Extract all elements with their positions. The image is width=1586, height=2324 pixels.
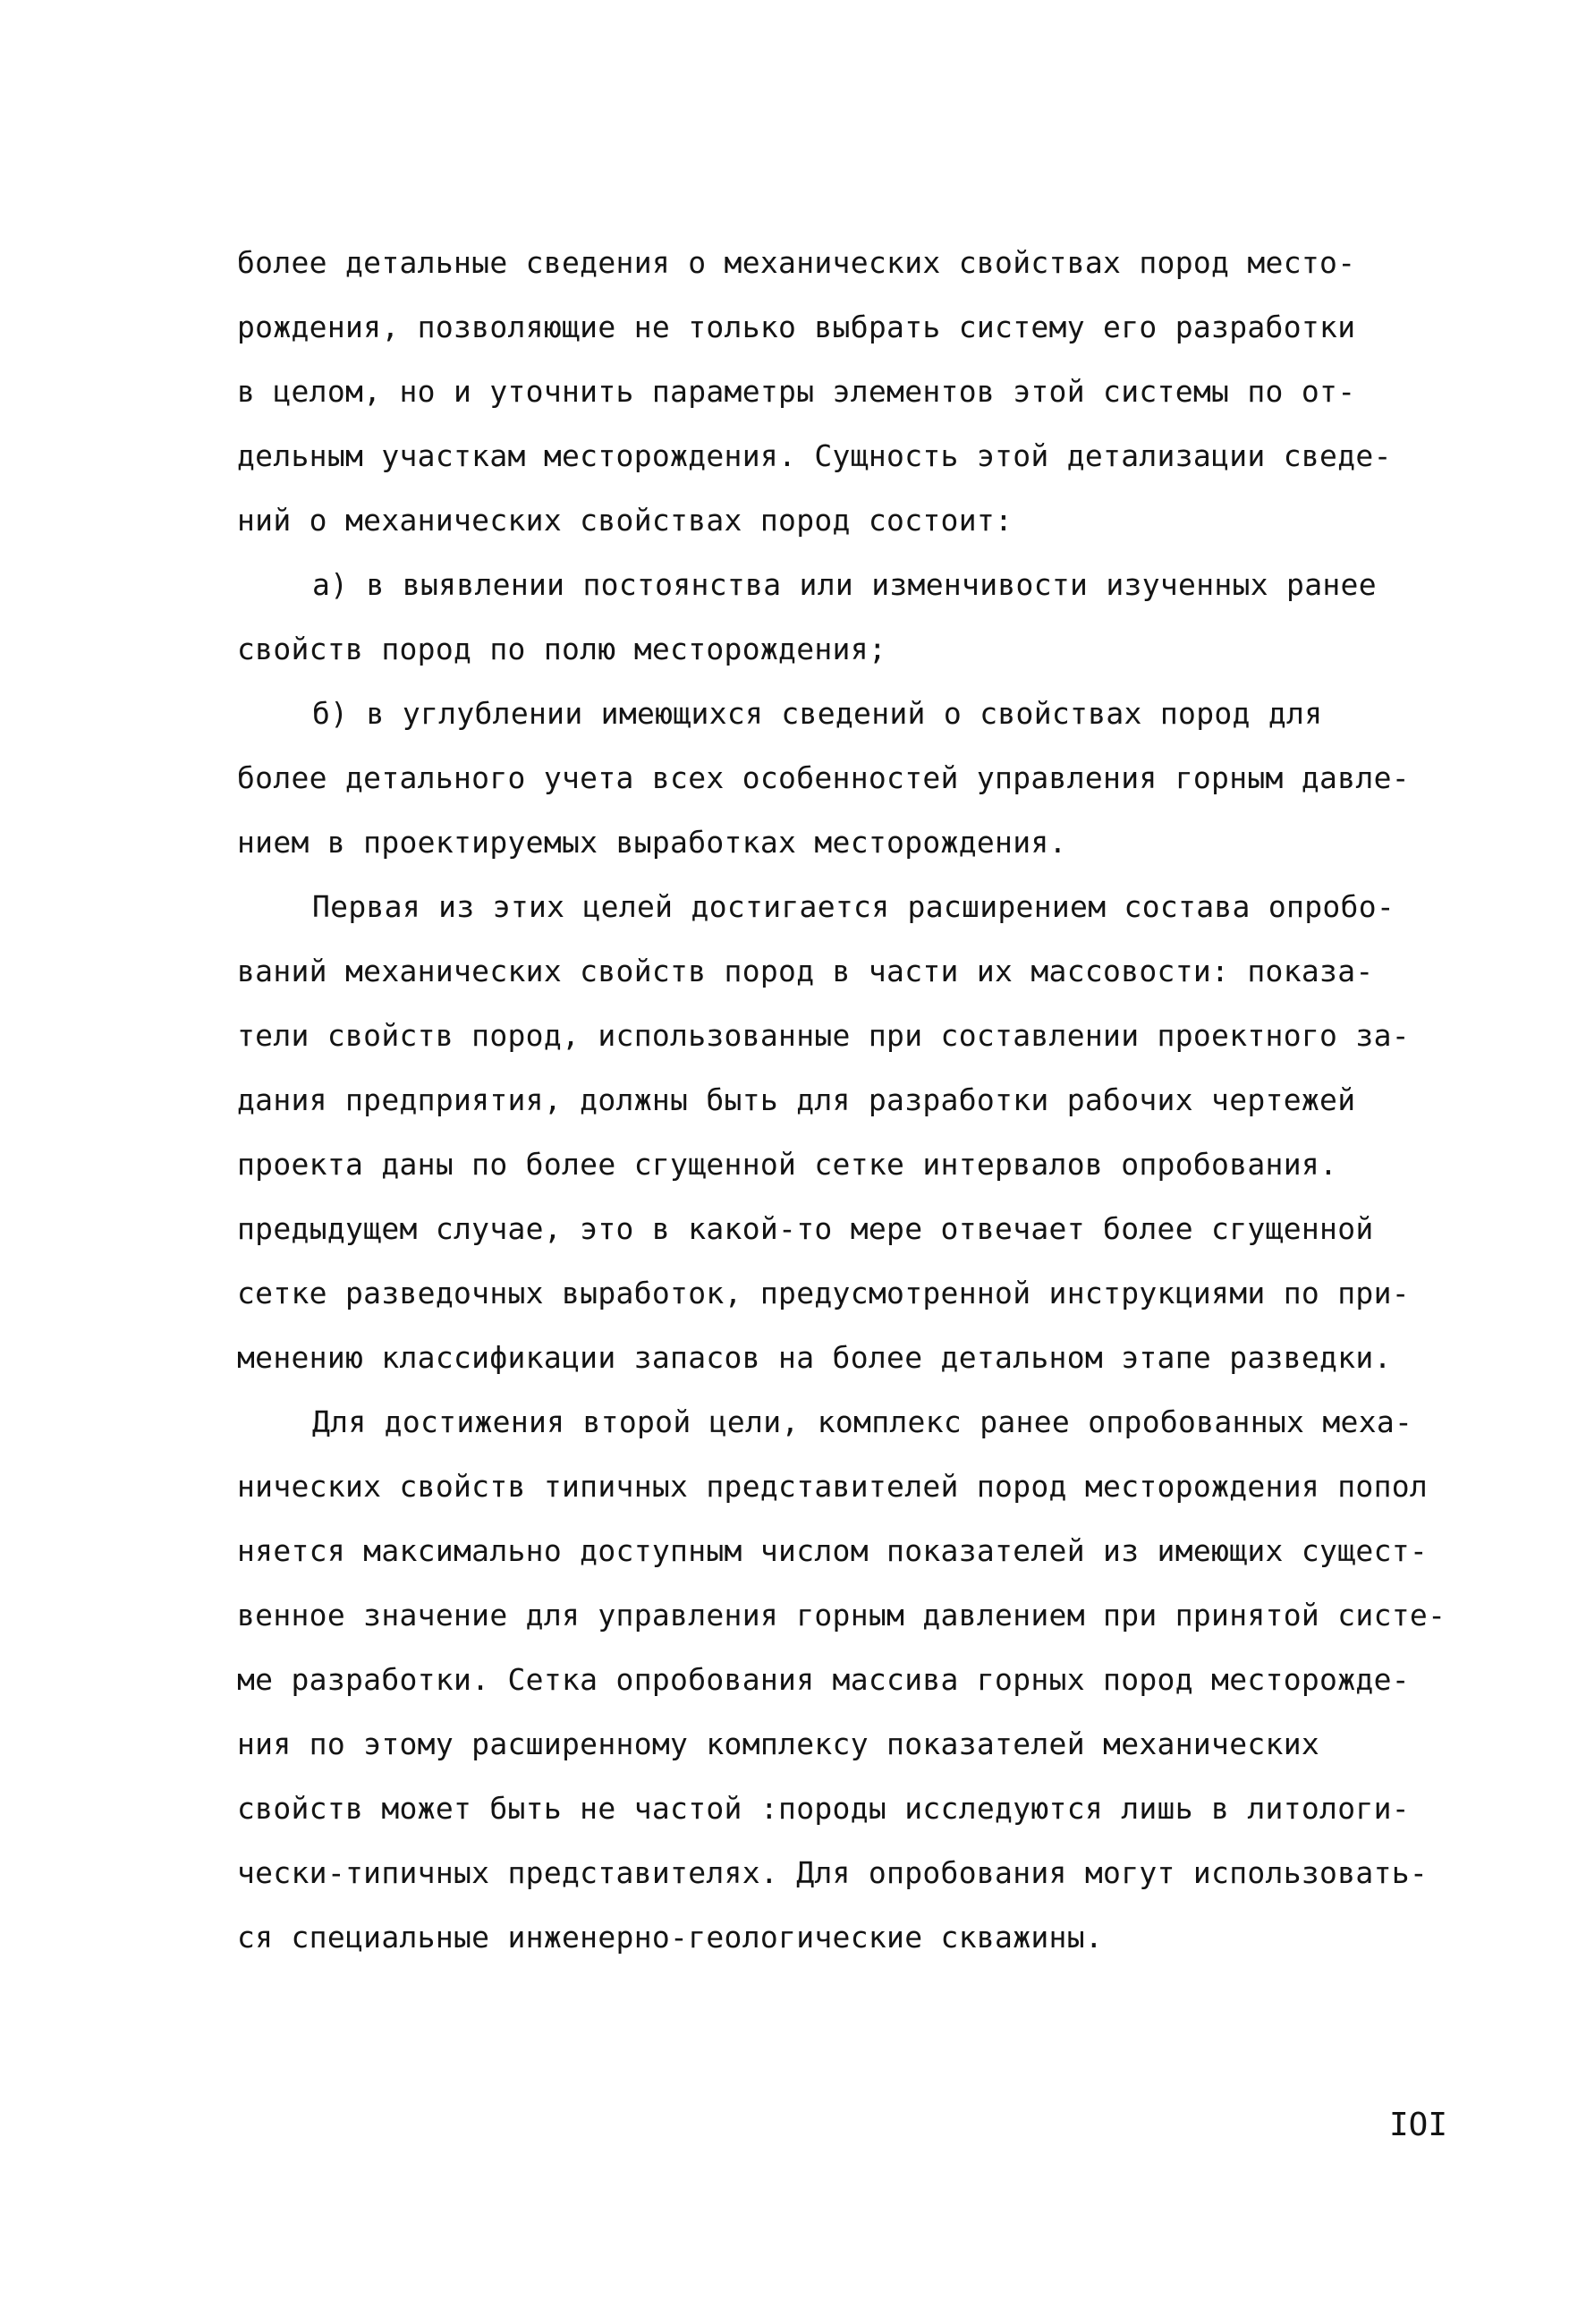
text-line: ся специальные инженерно-геологические скважины. [237,1920,1104,1955]
text-line: более детального учета всех особенностей управления горным давле- [237,760,1410,795]
text-line: свойств может быть не частой :породы исследуются лишь в литологи- [237,1791,1410,1826]
text-line: венное значение для управления горным давлением при принятой систе- [237,1598,1446,1633]
page-number: IOI [1389,2107,1448,2143]
text-line: рождения, позволяющие не только выбрать систему его разработки [237,310,1356,344]
text-line: в целом, но и уточнить параметры элементов этой системы по от- [237,374,1356,409]
text-line: нических свойств типичных представителей пород месторождения попол [237,1469,1429,1504]
text-line: проекта даны по более сгущенной сетке интервалов опробования. [237,1147,1338,1182]
text-line: б) в углублении имеющихся сведений о свойствах пород для [312,696,1323,731]
text-line: ме разработки. Сетка опробования массива горных пород месторожде- [237,1662,1410,1697]
text-line: Первая из этих целей достигается расширением состава опробо- [312,889,1395,924]
text-line: тели свойств пород, использованные при составлении проектного за- [237,1018,1410,1053]
text-line: ний о механических свойствах пород состоит: [237,503,1014,538]
text-line: нием в проектируемых выработках месторождения. [237,825,1067,860]
text-line: свойств пород по полю месторождения; [237,632,887,666]
text-line: няется максимально доступным числом показателей из имеющих сущест- [237,1533,1429,1568]
text-line: Для достижения второй цели, комплекс ранее опробованных меха- [312,1404,1413,1439]
text-line: ваний механических свойств пород в части их массовости: показа- [237,954,1374,988]
text-line: дельным участкам месторождения. Сущность этой детализации сведе- [237,438,1392,473]
text-line: ния по этому расширенному комплексу показателей механических [237,1726,1320,1761]
text-line: предыдущем случае, это в какой-то мере отвечает более сгущенной [237,1211,1374,1246]
text-line: а) в выявлении постоянства или изменчивости изученных ранее [312,567,1377,602]
text-line: менению классификации запасов на более детальном этапе разведки. [237,1340,1392,1375]
text-line: более детальные сведения о механических свойствах пород место- [237,245,1356,280]
text-line: сетке разведочных выработок, предусмотренной инструкциями по при- [237,1276,1410,1310]
text-line: дания предприятия, должны быть для разработки рабочих чертежей [237,1082,1356,1117]
text-line: чески-типичных представителях. Для опробования могут использовать- [237,1855,1429,1890]
body-text [237,231,1472,1970]
